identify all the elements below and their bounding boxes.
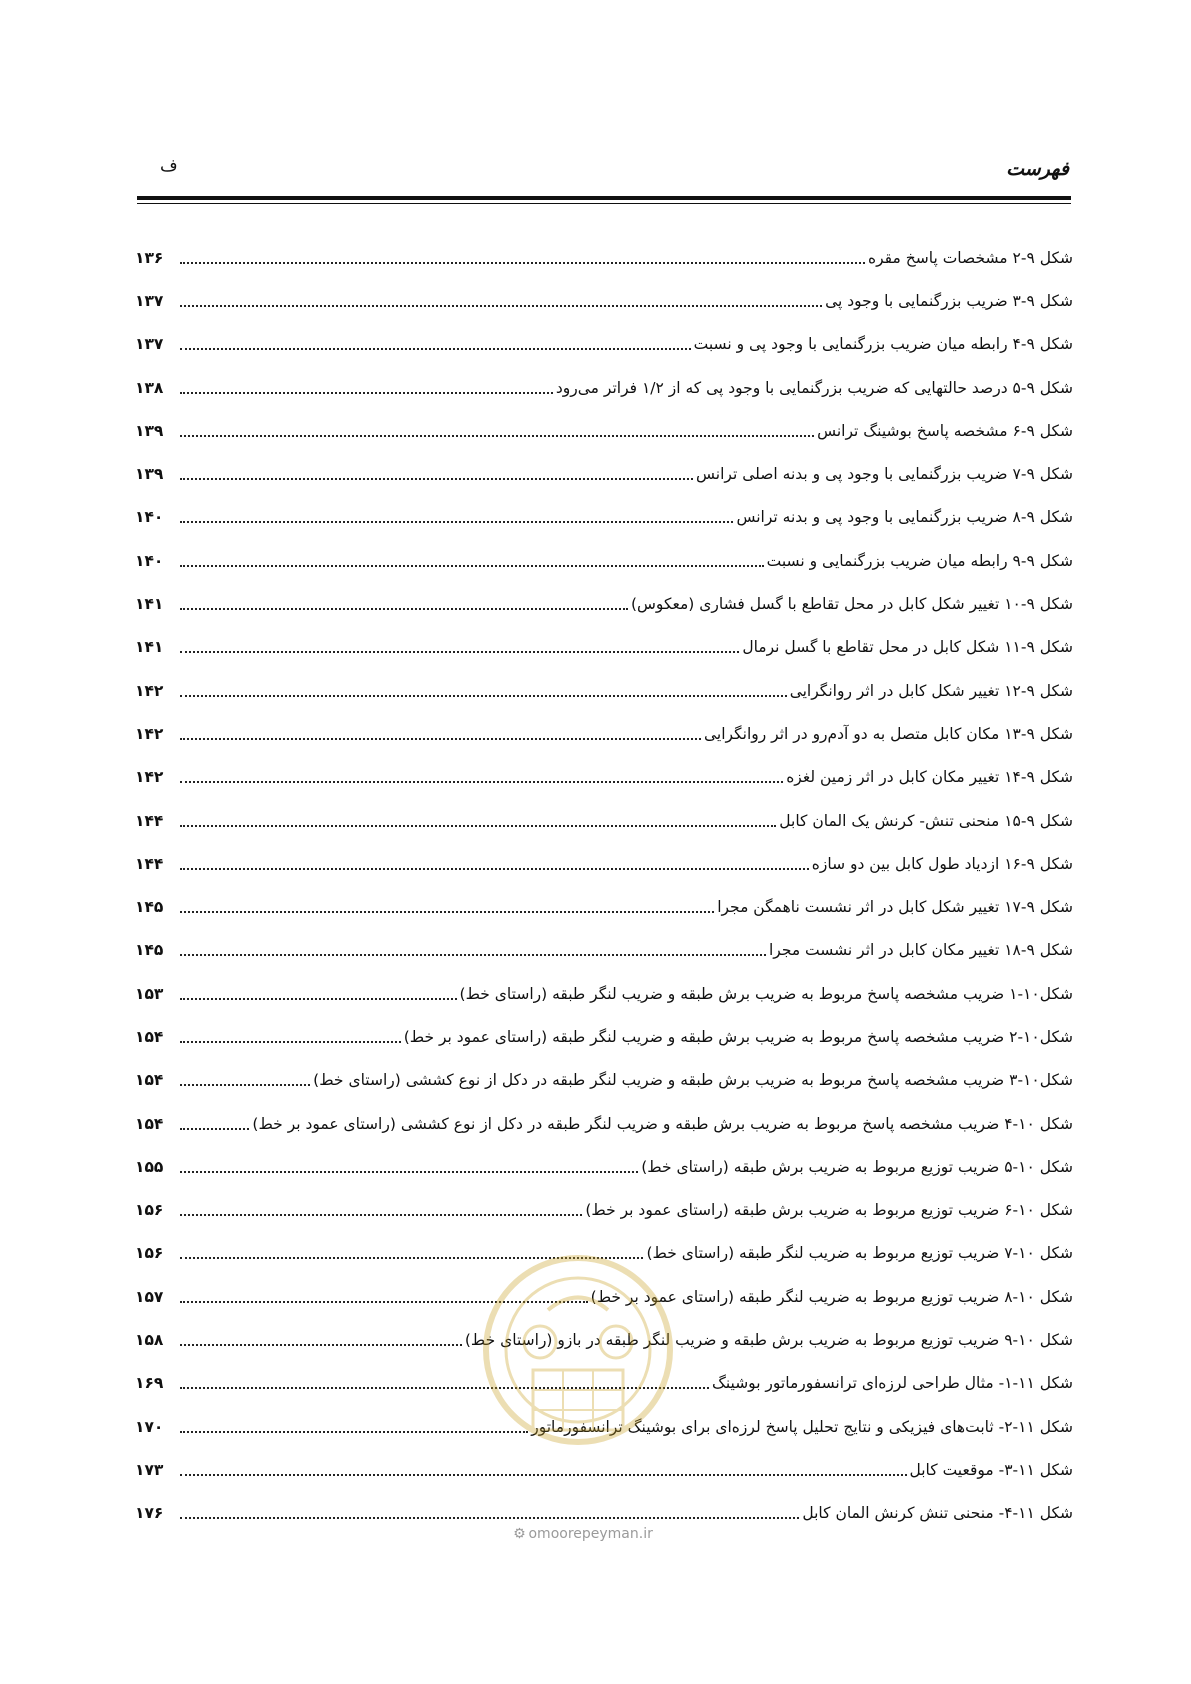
toc-entry-page: ۱۴۵ xyxy=(135,898,164,917)
list-of-figures xyxy=(135,236,1073,1535)
dot-leader xyxy=(180,565,764,567)
dot-leader xyxy=(180,1171,638,1173)
toc-entry-page: ۱۴۰ xyxy=(135,551,164,570)
toc-entry xyxy=(135,669,1073,712)
dot-leader xyxy=(180,521,733,523)
dot-leader xyxy=(180,651,739,653)
toc-entry xyxy=(135,582,1073,625)
toc-entry xyxy=(135,1362,1073,1405)
toc-entry-page: ۱۴۵ xyxy=(135,941,164,960)
toc-entry-title: شکل۱۰-۳ ضریب مشخصه پاسخ مربوط به ضریب برش طبقه و ضریب لنگر طبقه در دکل از نوع کششی (راستای خط) xyxy=(313,1071,1073,1090)
toc-entry-title: شکل ۹-۵ درصد حالتهایی که ضریب بزرگنمایی با وجود پی که از ۱/۲ فراتر می‌رود xyxy=(555,378,1073,397)
toc-entry-title: شکل ۱۰-۷ ضریب توزیع مربوط به ضریب لنگر طبقه (راستای خط) xyxy=(646,1244,1073,1263)
dot-leader xyxy=(180,781,783,783)
toc-entry-title: شکل ۱۰-۹ ضریب توزیع مربوط به ضریب برش طبقه و ضریب لنگر طبقه در بازو (راستای خط) xyxy=(464,1331,1073,1350)
dot-leader xyxy=(180,695,787,697)
toc-entry-title: شکل ۹-۳ ضریب بزرگنمایی با وجود پی xyxy=(825,291,1073,310)
toc-entry-title: شکل ۹-۱۵ منحنی تنش- کرنش یک المان کابل xyxy=(779,811,1073,830)
running-header-title: فهرست xyxy=(1006,158,1069,180)
toc-entry xyxy=(135,409,1073,452)
toc-entry-page: ۱۴۴ xyxy=(135,811,164,830)
toc-entry-page: ۱۷۶ xyxy=(135,1504,164,1523)
toc-entry xyxy=(135,972,1073,1015)
toc-entry-page: ۱۷۳ xyxy=(135,1460,164,1479)
toc-entry-page: ۱۴۴ xyxy=(135,854,164,873)
toc-entry-page: ۱۳۶ xyxy=(135,248,164,267)
toc-entry xyxy=(135,496,1073,539)
toc-entry-page: ۱۵۳ xyxy=(135,984,164,1003)
toc-entry-title: شکل ۹-۸ ضریب بزرگنمایی با وجود پی و بدنه ترانس xyxy=(736,508,1073,527)
dot-leader xyxy=(180,1517,799,1519)
dot-leader xyxy=(180,608,628,610)
toc-entry xyxy=(135,756,1073,799)
header-rule-thick xyxy=(137,196,1071,200)
dot-leader xyxy=(180,738,701,740)
toc-entry xyxy=(135,323,1073,366)
dot-leader xyxy=(180,1474,907,1476)
watermark-url-text: omoorepeyman.ir xyxy=(528,1526,653,1542)
dot-leader xyxy=(180,1257,643,1259)
toc-entry-title: شکل ۹-۲ مشخصات پاسخ مقره xyxy=(868,248,1073,267)
toc-entry-title: شکل ۹-۱۲ تغییر شکل کابل در اثر روانگرایی xyxy=(789,681,1073,700)
toc-entry-page: ۱۵۸ xyxy=(135,1331,164,1350)
toc-entry-title: شکل ۱۱-۴- منحنی تنش کرنش المان کابل xyxy=(802,1504,1073,1523)
dot-leader xyxy=(180,1344,462,1346)
watermark-url: ⚙ omoorepeyman.ir xyxy=(513,1526,653,1542)
toc-entry xyxy=(135,236,1073,279)
toc-entry-title: شکل ۹-۱۷ تغییر شکل کابل در اثر نشست ناهمگن مجرا xyxy=(717,898,1073,917)
toc-entry-title: شکل ۹-۱۸ تغییر مکان کابل در اثر نشست مجرا xyxy=(768,941,1073,960)
toc-entry-page: ۱۴۱ xyxy=(135,595,164,614)
toc-entry-title: شکل ۱۰-۵ ضریب توزیع مربوط به ضریب برش طبقه (راستای خط) xyxy=(641,1157,1073,1176)
dot-leader xyxy=(180,1041,401,1043)
toc-entry xyxy=(135,1189,1073,1232)
toc-entry-title: شکل ۹-۱۰ تغییر شکل کابل در محل تقاطع با گسل فشاری (معکوس) xyxy=(630,595,1073,614)
dot-leader xyxy=(180,825,776,827)
dot-leader xyxy=(180,392,553,394)
dot-leader xyxy=(180,1301,588,1303)
toc-entry-title: شکل ۱۱-۳- موقعیت کابل xyxy=(909,1460,1073,1479)
toc-entry xyxy=(135,626,1073,669)
toc-entry xyxy=(135,842,1073,885)
toc-entry-page: ۱۵۶ xyxy=(135,1201,164,1220)
toc-entry xyxy=(135,1232,1073,1275)
dot-leader xyxy=(180,911,714,913)
dot-leader xyxy=(180,478,693,480)
toc-entry xyxy=(135,279,1073,322)
toc-entry-title: شکل ۱۱-۲- ثابت‌های فیزیکی و نتایج تحلیل پاسخ لرزه‌ای برای بوشینگ ترانسفورماتور xyxy=(531,1417,1073,1436)
toc-entry-title: شکل ۹-۱۶ ازدیاد طول کابل بین دو سازه xyxy=(811,854,1073,873)
toc-entry xyxy=(135,1059,1073,1102)
toc-entry-page: ۱۳۹ xyxy=(135,421,164,440)
toc-entry xyxy=(135,1405,1073,1448)
toc-entry-title: شکل ۱۱-۱- مثال طراحی لرزه‌ای ترانسفورماتور بوشینگ xyxy=(711,1374,1073,1393)
toc-entry-page: ۱۴۲ xyxy=(135,724,164,743)
toc-entry-page: ۱۵۵ xyxy=(135,1157,164,1176)
toc-entry-title: شکل۱۰-۱ ضریب مشخصه پاسخ مربوط به ضریب برش طبقه و ضریب لنگر طبقه (راستای خط) xyxy=(459,984,1073,1003)
dot-leader xyxy=(180,1128,249,1130)
toc-entry-title: شکل ۹-۶ مشخصه پاسخ بوشینگ ترانس xyxy=(817,421,1073,440)
toc-entry xyxy=(135,452,1073,495)
dot-leader xyxy=(180,1214,582,1216)
running-header-page-number: ف xyxy=(160,156,178,176)
dot-leader xyxy=(180,435,814,437)
toc-entry-title: شکل ۹-۱۴ تغییر مکان کابل در اثر زمین لغزه xyxy=(786,768,1073,787)
toc-entry-page: ۱۳۹ xyxy=(135,465,164,484)
toc-entry xyxy=(135,712,1073,755)
toc-entry-title: شکل۱۰-۲ ضریب مشخصه پاسخ مربوط به ضریب برش طبقه و ضریب لنگر طبقه (راستای عمود بر خط) xyxy=(403,1027,1073,1046)
toc-entry-page: ۱۴۱ xyxy=(135,638,164,657)
toc-entry xyxy=(135,885,1073,928)
toc-entry-page: ۱۳۷ xyxy=(135,291,164,310)
toc-entry-title: شکل ۹-۹ رابطه میان ضریب بزرگنمایی و نسبت xyxy=(766,551,1073,570)
toc-entry-page: ۱۴۰ xyxy=(135,508,164,527)
dot-leader xyxy=(180,868,809,870)
toc-entry xyxy=(135,1448,1073,1491)
toc-entry-page: ۱۵۶ xyxy=(135,1244,164,1263)
toc-entry-title: شکل ۹-۷ ضریب بزرگنمایی با وجود پی و بدنه اصلی ترانس xyxy=(696,465,1073,484)
dot-leader xyxy=(180,305,822,307)
toc-entry-page: ۱۶۹ xyxy=(135,1374,164,1393)
toc-entry-title: شکل ۹-۴ رابطه میان ضریب بزرگنمایی با وجود پی و نسبت xyxy=(693,335,1073,354)
dot-leader xyxy=(180,954,766,956)
toc-entry-title: شکل ۱۰-۶ ضریب توزیع مربوط به ضریب برش طبقه (راستای عمود بر خط) xyxy=(585,1201,1073,1220)
dot-leader xyxy=(180,1387,709,1389)
toc-entry xyxy=(135,1102,1073,1145)
toc-entry-page: ۱۴۲ xyxy=(135,768,164,787)
toc-entry-page: ۱۵۴ xyxy=(135,1027,164,1046)
dot-leader xyxy=(180,1431,528,1433)
toc-entry-page: ۱۳۷ xyxy=(135,335,164,354)
toc-entry xyxy=(135,929,1073,972)
toc-entry-title: شکل ۹-۱۳ مکان کابل متصل به دو آدم‌رو در اثر روانگرایی xyxy=(703,724,1073,743)
toc-entry xyxy=(135,1275,1073,1318)
toc-entry xyxy=(135,799,1073,842)
toc-entry-page: ۱۷۰ xyxy=(135,1417,164,1436)
dot-leader xyxy=(180,348,691,350)
toc-entry-page: ۱۳۸ xyxy=(135,378,164,397)
toc-entry xyxy=(135,1145,1073,1188)
toc-entry xyxy=(135,539,1073,582)
toc-entry-title: شکل ۱۰-۸ ضریب توزیع مربوط به ضریب لنگر طبقه (راستای عمود بر خط) xyxy=(590,1287,1073,1306)
toc-entry xyxy=(135,366,1073,409)
toc-entry xyxy=(135,1318,1073,1361)
dot-leader xyxy=(180,1084,310,1086)
dot-leader xyxy=(180,262,865,264)
toc-entry-page: ۱۵۴ xyxy=(135,1071,164,1090)
toc-entry-page: ۱۵۴ xyxy=(135,1114,164,1133)
toc-entry-page: ۱۵۷ xyxy=(135,1287,164,1306)
toc-entry-title: شکل ۹-۱۱ شکل کابل در محل تقاطع با گسل نرمال xyxy=(742,638,1073,657)
toc-entry-page: ۱۴۲ xyxy=(135,681,164,700)
toc-entry xyxy=(135,1015,1073,1058)
header-rule-thin xyxy=(137,203,1071,204)
toc-entry-title: شکل ۱۰-۴ ضریب مشخصه پاسخ مربوط به ضریب برش طبقه و ضریب لنگر طبقه در دکل از نوع کششی (راستای عمود بر خط) xyxy=(252,1114,1073,1133)
dot-leader xyxy=(180,998,457,1000)
